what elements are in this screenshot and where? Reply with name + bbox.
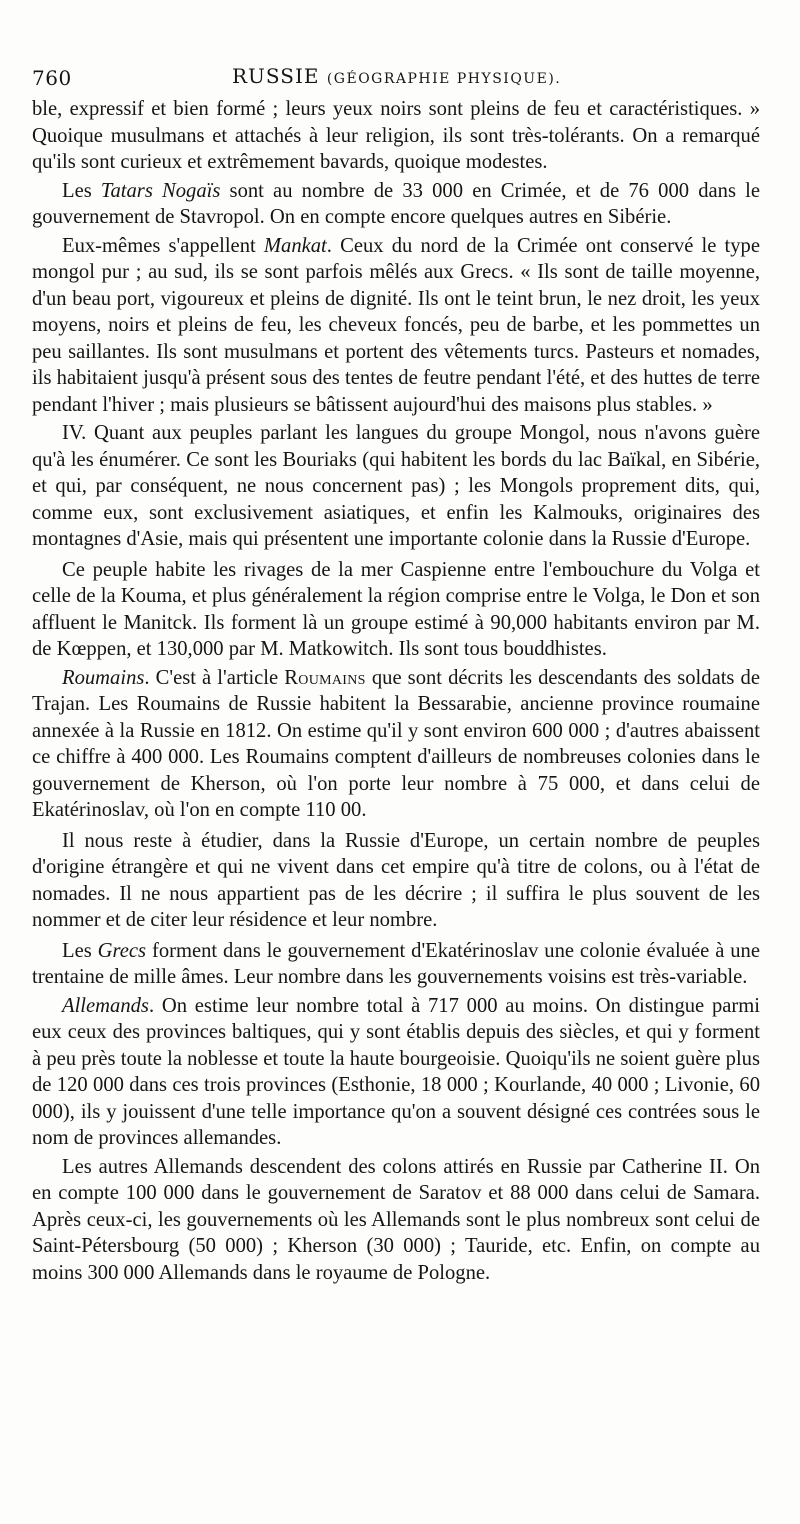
text-run: Les xyxy=(62,939,98,962)
paragraph xyxy=(32,233,760,419)
paragraph xyxy=(32,938,760,991)
running-title xyxy=(232,64,561,88)
page-number: 760 xyxy=(32,66,72,90)
paragraph xyxy=(32,1154,760,1287)
text-run: Eux-mêmes s'appellent xyxy=(62,234,264,257)
text-run: IV. Quant aux peuples parlant les langues du groupe Mongol, nous n'avons guère qu'à les énumérer. Ce sont les Bouriaks (qui habitent les bords du lac Baïkal, en Sibérie, et qui, par conséquent, ne nous concernent pas) ; les Mongols proprement dits, qui, comme eux, sont exclusivement asiatiques, et enfin les Kalmouks, originaires des montagnes d'Asie, mais qui présentent une importante colonie dans la Russie d'Europe. xyxy=(32,422,760,550)
text-run: Les xyxy=(62,179,101,202)
text-run: sont au nombre de 33 000 en Crimée, et de 76 000 dans le gouvernement de Stavropol. On en compte encore quelques autres en Sibérie. xyxy=(32,179,760,228)
paragraph xyxy=(32,993,760,1152)
italic-term: Mankat xyxy=(263,234,327,257)
text-run: . C'est à l'article xyxy=(144,666,285,689)
smallcaps-term: Roumains xyxy=(284,666,366,689)
text-run: forment dans le gouvernement d'Ekatérinoslav une colonie évaluée à une trentaine de mille âmes. Leur nombre dans les gouvernements voisins est très-variable. xyxy=(32,939,760,988)
italic-term: Tatars Nogaïs xyxy=(100,179,221,202)
text-run: Il nous reste à étudier, dans la Russie d'Europe, un certain nombre de peuples d'origine étrangère et qui ne vivent dans cet empire qu'à titre de colons, ou à l'état de nomades. Il ne nous appartient pas de les décrire ; il suffira le plus souvent de les nommer et de citer leur résidence et leur nombre. xyxy=(32,829,760,931)
italic-term: Allemands xyxy=(62,994,149,1017)
body-text xyxy=(32,96,760,1286)
text-run: Les autres Allemands descendent des colons attirés en Russie par Catherine II. On en compte 100 000 dans le gouvernement de Saratov et 88 000 dans celui de Samara. Après ceux-ci, les gouvernements où les Allemands sont le plus nombreux sont celui de Saint-Pétersbourg (50 000) ; Kherson (30 000) ; Tauride, etc. Enfin, on compte au moins 300 000 Allemands dans le royaume de Pologne. xyxy=(32,1155,760,1284)
paragraph xyxy=(32,96,760,176)
running-title-sub: (GÉOGRAPHIE PHYSIQUE). xyxy=(326,71,562,87)
paragraph xyxy=(32,420,760,553)
text-run: ble, expressif et bien formé ; leurs yeux noirs sont pleins de feu et caractéristiques. » Quoique musulmans et attachés à leur religion, ils sont très-tolérants. On a remarqué qu'ils sont curieux et extrêmement bavards, quoique modestes. xyxy=(32,98,760,173)
text-run: Ce peuple habite les rivages de la mer Caspienne entre l'embouchure du Volga et celle de la Kouma, et plus généralement la région comprise entre le Volga, le Don et son affluent le Manitck. Ils forment là un groupe estimé à 90,000 habitants environ par M. de Kœppen, et 130,000 par M. Matkowitch. Ils sont tous bouddhistes. xyxy=(32,558,760,660)
page-header xyxy=(32,62,760,92)
italic-term: Roumains xyxy=(62,666,145,689)
text-run: . Ceux du nord de la Crimée ont conservé le type mongol pur ; au sud, ils se sont parfois mêlés aux Grecs. « Ils sont de taille moyenne, d'un beau port, vigoureux et pleins de dignité. Ils ont le teint brun, le nez droit, les yeux moyens, noirs et pleins de feu, les cheveux foncés, peu de barbe, et les pommettes un peu saillantes. Ils sont musulmans et portent des vêtements turcs. Pasteurs et nomades, ils habitaient jusqu'à présent sous des tentes de feutre pendant l'été, et des huttes de terre pendant l'hiver ; mais plusieurs se bâtissent aujourd'hui des maisons plus stables. » xyxy=(32,234,760,416)
paragraph xyxy=(32,557,760,663)
text-run: . On estime leur nombre total à 717 000 au moins. On distingue parmi eux ceux des provinces baltiques, qui y sont établis depuis des siècles, et qui y forment à peu près toute la noblesse et toute la haute bourgeoisie. Quoiqu'ils ne soient guère plus de 120 000 dans ces trois provinces (Esthonie, 18 000 ; Kourlande, 40 000 ; Livonie, 60 000), ils y jouissent d'une telle importance qu'on a souvent désigné ces contrées sous le nom de provinces allemandes. xyxy=(32,994,760,1149)
paragraph xyxy=(32,178,760,231)
italic-term: Grecs xyxy=(97,939,147,962)
paragraph xyxy=(32,828,760,934)
running-title-main: RUSSIE xyxy=(232,64,320,88)
paragraph xyxy=(32,665,760,824)
text-run: que sont décrits les descendants des soldats de Trajan. Les Roumains de Russie habitent la Bessarabie, ancienne province roumaine annexée à la Russie en 1812. On estime qu'il y sont environ 600 000 ; d'autres abaissent ce chiffre à 400 000. Les Roumains comptent d'ailleurs de nombreuses colonies dans le gouvernement de Kherson, où l'on porte leur nombre à 75 000, et dans celui de Ekatérinoslav, où l'on en compte 110 00. xyxy=(32,666,760,821)
